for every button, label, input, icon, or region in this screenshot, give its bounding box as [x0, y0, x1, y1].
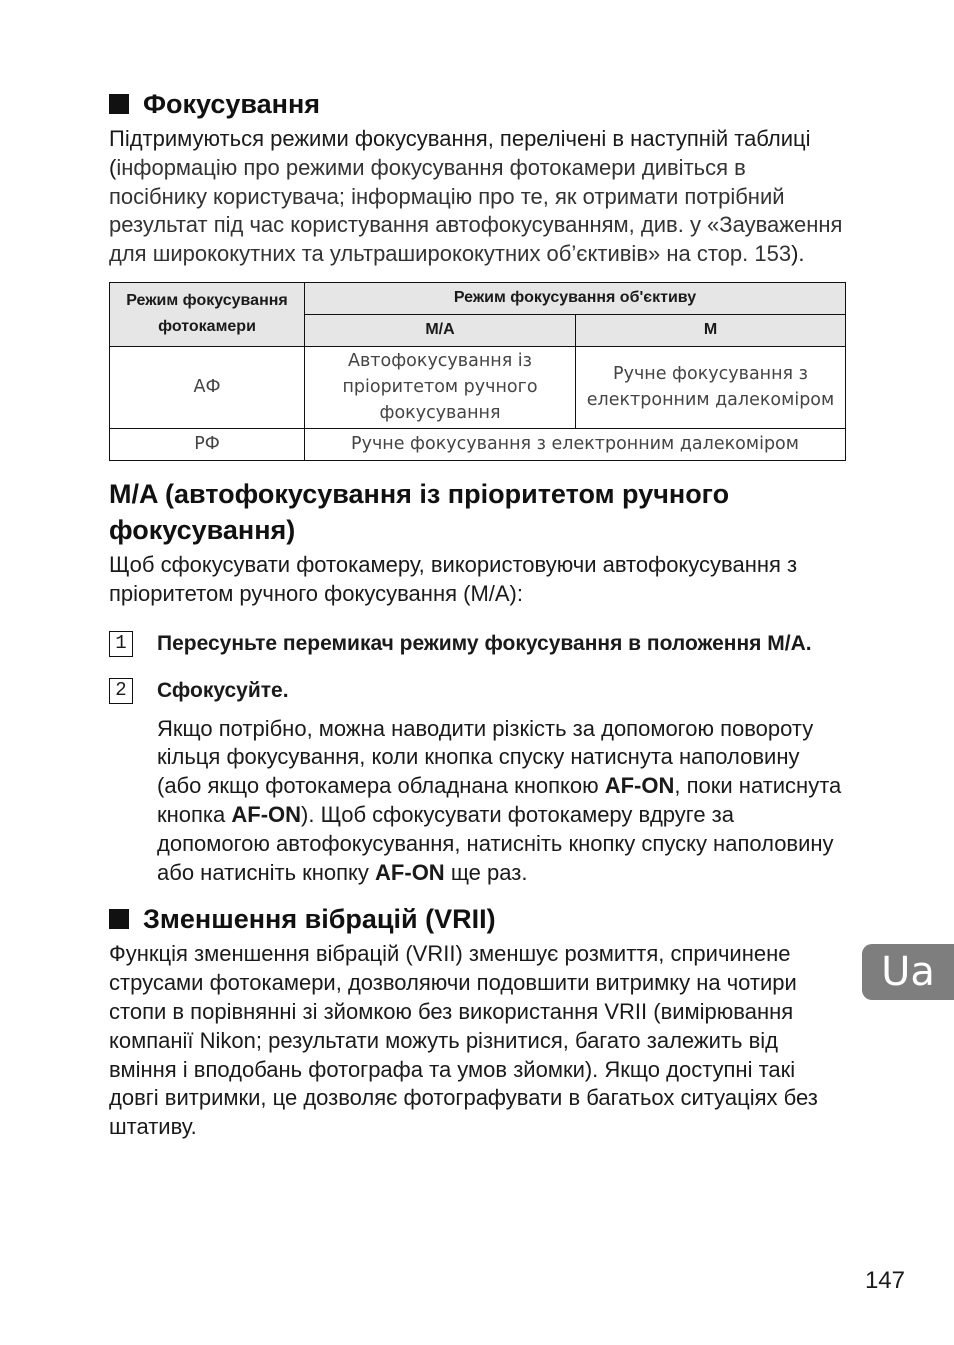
ma-intro: Щоб сфокусувати фотокамеру, використовуючи автофокусування з пріоритетом ручного фокусування (M/A):	[109, 551, 798, 606]
step-number-box: 1	[109, 631, 133, 657]
header-ma: M/A	[305, 314, 576, 346]
step-2	[109, 676, 847, 705]
af-on-button-label: AF-ON	[231, 801, 302, 827]
square-bullet-icon	[109, 909, 129, 929]
table-row	[110, 428, 846, 460]
vr-paragraph: Функція зменшення вібрацій (VRII) зменшує розмиття, спричинене струсами фотокамери, дозволяючи подовшити витримку на чотири стопи в порівнянні зі зйомкою без використання VRII (вимірювання компанії Nikon; результати можуть різнитися, багато залежить від вміння і вподобань фотографа та умов зйомки). Якщо доступні такі довгі витримки, це дозволяє фотографувати в багатьох ситуаціях без штативу.	[109, 941, 818, 1140]
table-cell: Ручне фокусування з електронним далекоміром	[305, 428, 846, 460]
step-title: Пересуньте перемикач режиму фокусування в положення M/A.	[157, 631, 812, 655]
table-cell: АФ	[110, 346, 305, 428]
paragraph-close: ).	[791, 241, 805, 267]
header-lens-mode: Режим фокусування об'єктиву	[305, 282, 846, 314]
section-title: Зменшення вібрацій (VRII)	[143, 904, 496, 935]
step-text: ). Щоб сфокусувати фотокамеру вдруге за допомогою автофокусування, натисніть кнопку спуску наполовину або натисніть кнопку	[157, 801, 834, 885]
step-text: ще раз.	[444, 859, 528, 885]
step-1	[109, 629, 847, 658]
step-text: , поки натиснута кнопка	[157, 773, 842, 827]
step-title: Сфокусуйте.	[157, 678, 289, 702]
focus-modes-table	[109, 282, 846, 461]
table-cell: Ручне фокусування з електронним далекоміром	[576, 346, 846, 428]
paragraph-note: інформацію про режими фокусування фотокамери дивіться в посібнику користувача; інформацію про те, як отримати потрібний результат під час користування автофокусуванням, див. у «Зауваження для ширококутних та ультраширококутних об’єктивів» на стор. 153	[109, 154, 843, 267]
step-number-box: 2	[109, 678, 133, 704]
section-heading-focusing	[109, 86, 847, 122]
language-tab: Ua	[862, 944, 954, 1000]
header-camera-mode: Режим фокусування фотокамери	[110, 282, 305, 346]
table-cell: РФ	[110, 428, 305, 460]
table-row	[110, 346, 846, 428]
paragraph-lead: Підтримуються режими фокусування, перелічені в наступній таблиці (	[109, 126, 811, 180]
af-on-button-label: AF-ON	[604, 773, 675, 799]
af-on-button-label: AF-ON	[375, 859, 445, 885]
header-m: M	[576, 314, 846, 346]
section-heading-ma: M/A (автофокусування із пріоритетом ручного фокусування)	[109, 478, 730, 545]
square-bullet-icon	[109, 94, 129, 114]
focusing-paragraph	[109, 125, 847, 269]
step-text: Якщо потрібно, можна наводити різкість за допомогою повороту кільця фокусування, коли кнопка спуску натиснута наполовину (або якщо фотокамера обладнана кнопкою	[157, 715, 814, 799]
section-title: Фокусування	[143, 89, 321, 119]
step-2-body	[157, 715, 847, 888]
page-content	[109, 86, 847, 1142]
table-cell: Автофокусування із пріоритетом ручного фокусування	[305, 346, 576, 428]
section-heading-vr	[109, 901, 847, 937]
page-number: 147	[864, 1267, 905, 1294]
